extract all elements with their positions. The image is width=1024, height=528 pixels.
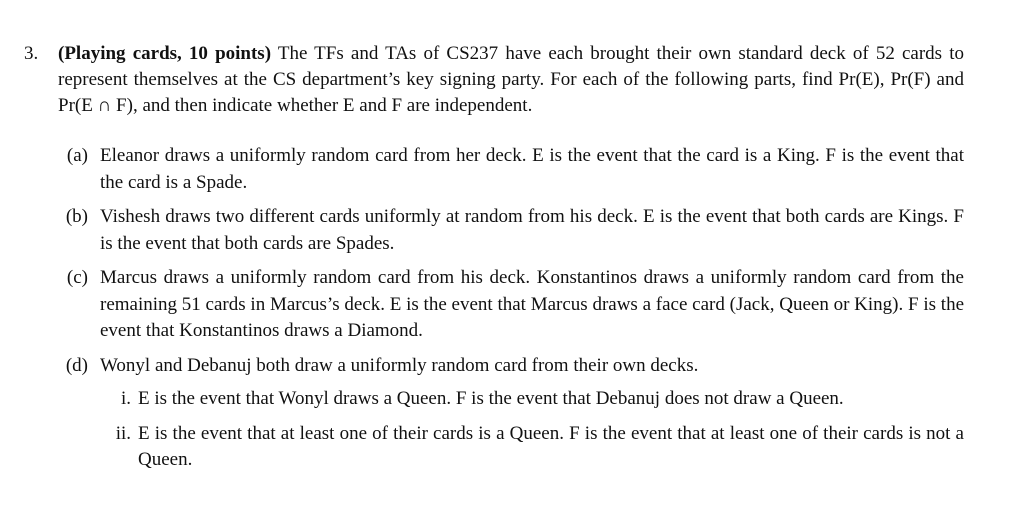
subpart-label: i. <box>120 388 131 409</box>
subpart-text: E is the event that Wonyl draws a Queen. F is the event that Debanuj does not draw a Queen. <box>138 388 844 409</box>
subparts-list <box>100 386 964 474</box>
part-d <box>52 353 964 482</box>
part-label: (a) <box>66 145 88 166</box>
part-text: Wonyl and Debanuj both draw a uniformly random card from their own decks. <box>100 354 699 376</box>
part-text: Vishesh draws two different cards uniformly at random from his deck. E is the event that both cards are Kings. F is the event that both cards are Spades. <box>100 206 964 254</box>
part-text: Marcus draws a uniformly random card from his deck. Konstantinos draws a uniformly random card from the remaining 51 cards in Marcus’s deck. E is the event that Marcus draws a face card (Jack, Queen or King). F is the event that Konstantinos draws a Diamond. <box>100 267 964 341</box>
part-label: (b) <box>65 206 88 227</box>
problem-3 <box>20 41 964 490</box>
subpart-text: E is the event that at least one of their cards is a Queen. F is the event that at least one of their cards is not a Queen. <box>138 422 964 470</box>
part-label: (d) <box>65 354 88 376</box>
part-b <box>52 204 964 257</box>
problem-number: 3. <box>24 43 39 64</box>
part-label: (c) <box>66 267 88 288</box>
subpart-ii <box>100 421 964 474</box>
subpart-label: ii. <box>115 422 131 444</box>
part-text: Eleanor draws a uniformly random card from her deck. E is the event that the card is a King. F is the event that the card is a Spade. <box>100 145 964 193</box>
part-d-body <box>100 353 964 482</box>
problem-intro: The TFs and TAs of CS237 have each brought their own standard deck of 52 cards to represent themselves at the CS department’s key signing party. For each of the following parts, find Pr(E), Pr(F) and Pr(E ∩ F), and then indicate whether E and F are independent. <box>58 43 964 116</box>
part-a <box>52 143 964 196</box>
parts-list <box>52 143 964 482</box>
problem-statement <box>58 41 964 119</box>
problem-header <box>20 41 964 119</box>
part-c <box>52 265 964 345</box>
problem-title: (Playing cards, 10 points) <box>58 43 272 64</box>
subpart-i <box>100 386 964 413</box>
